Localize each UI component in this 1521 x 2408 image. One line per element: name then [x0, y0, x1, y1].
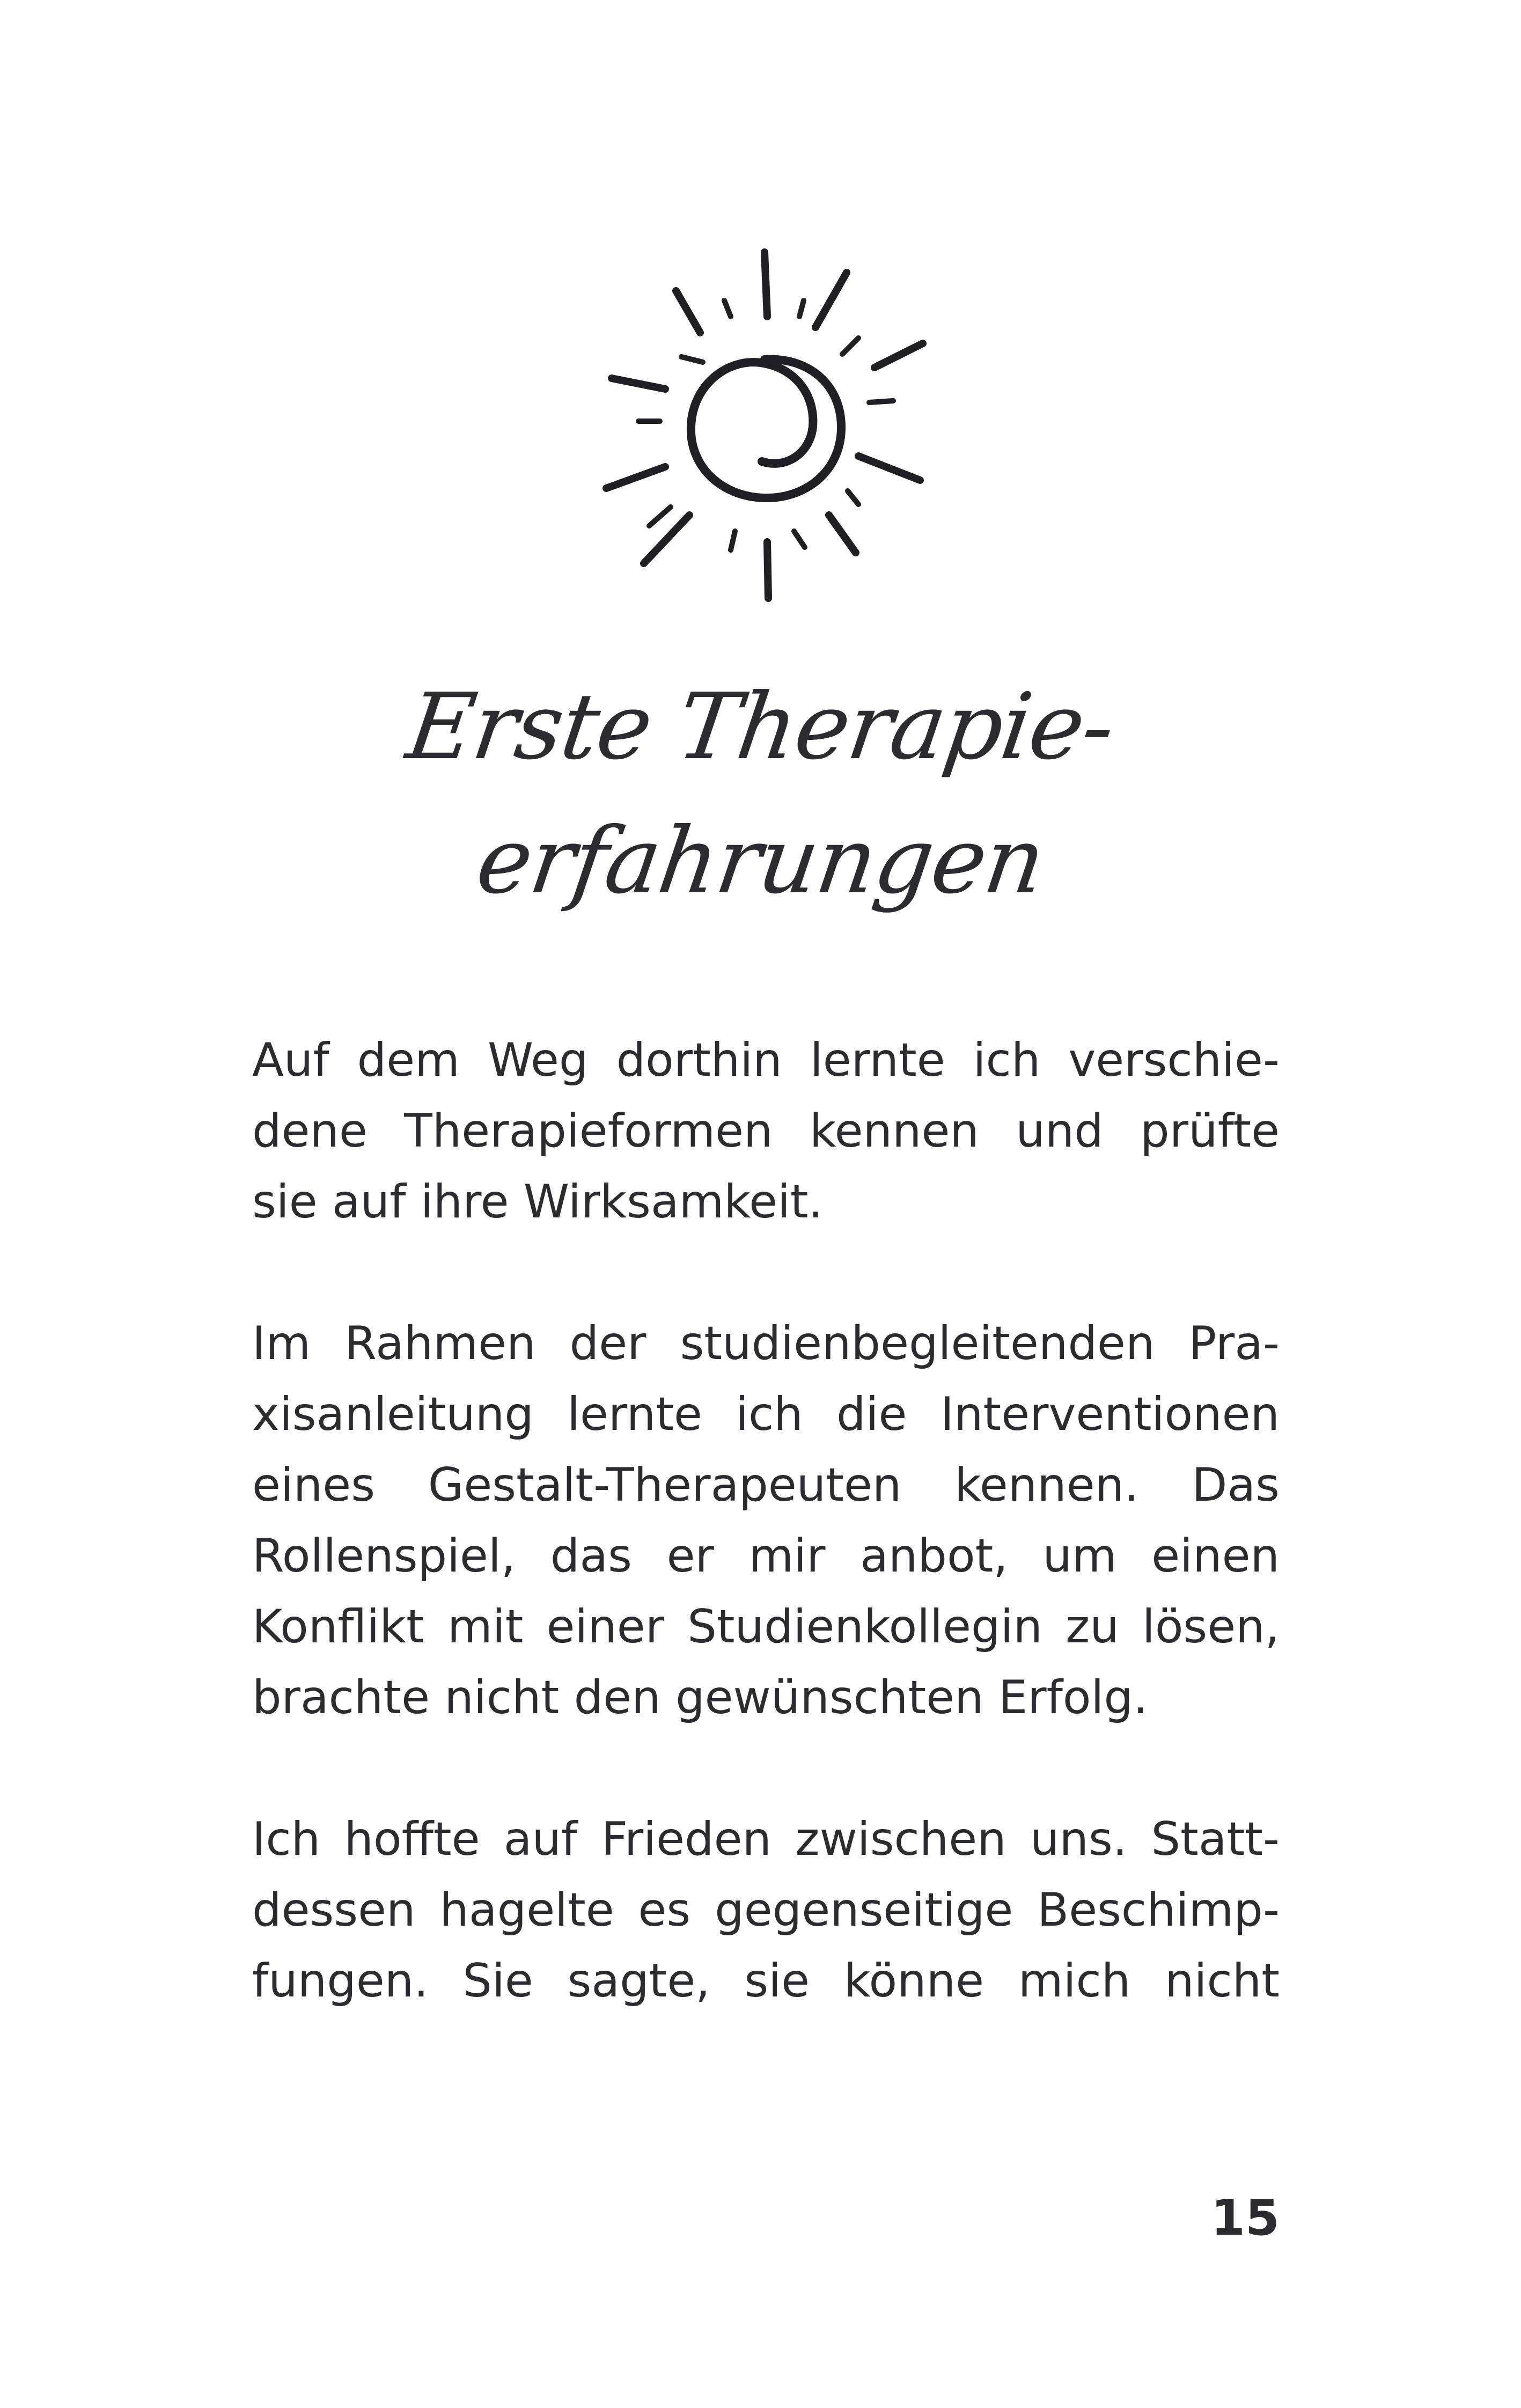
text-line: Konflikt mit einer Studienkollegin zu lösen, [252, 1600, 1280, 1654]
paragraph-1 [252, 1025, 1280, 1237]
text-line: xisanleitung lernte ich die Interventionen [252, 1387, 1280, 1441]
chapter-title-line-2: erfahrungen [471, 808, 1050, 914]
chapter-title-line-1: Erste Therapie- [401, 674, 1120, 780]
paragraph-3 [252, 1804, 1280, 2016]
text-line: Ich hoffte auf Frieden zwischen uns. Statt- [252, 1812, 1280, 1866]
text-line: dene Therapieformen kennen und prüfte [252, 1104, 1280, 1158]
body-text [252, 1025, 1280, 2087]
text-line: Auf dem Weg dorthin lernte ich verschie- [252, 1033, 1280, 1087]
text-line: dessen hagelte es gegenseitige Beschimp- [252, 1883, 1280, 1937]
text-line: eines Gestalt-Therapeuten kennen. Das [252, 1458, 1280, 1512]
sun-icon [590, 241, 939, 606]
text-line: sie auf ihre Wirksamkeit. [252, 1175, 823, 1229]
paragraph-2 [252, 1308, 1280, 1733]
text-line: brachte nicht den gewünschten Erfolg. [252, 1671, 1148, 1724]
text-line: Im Rahmen der studienbegleitenden Pra- [252, 1317, 1280, 1370]
text-line: fungen. Sie sagte, sie könne mich nicht [252, 1954, 1280, 2008]
page-number: 15 [1210, 2189, 1280, 2247]
text-line: Rollenspiel, das er mir anbot, um einen [252, 1529, 1280, 1583]
